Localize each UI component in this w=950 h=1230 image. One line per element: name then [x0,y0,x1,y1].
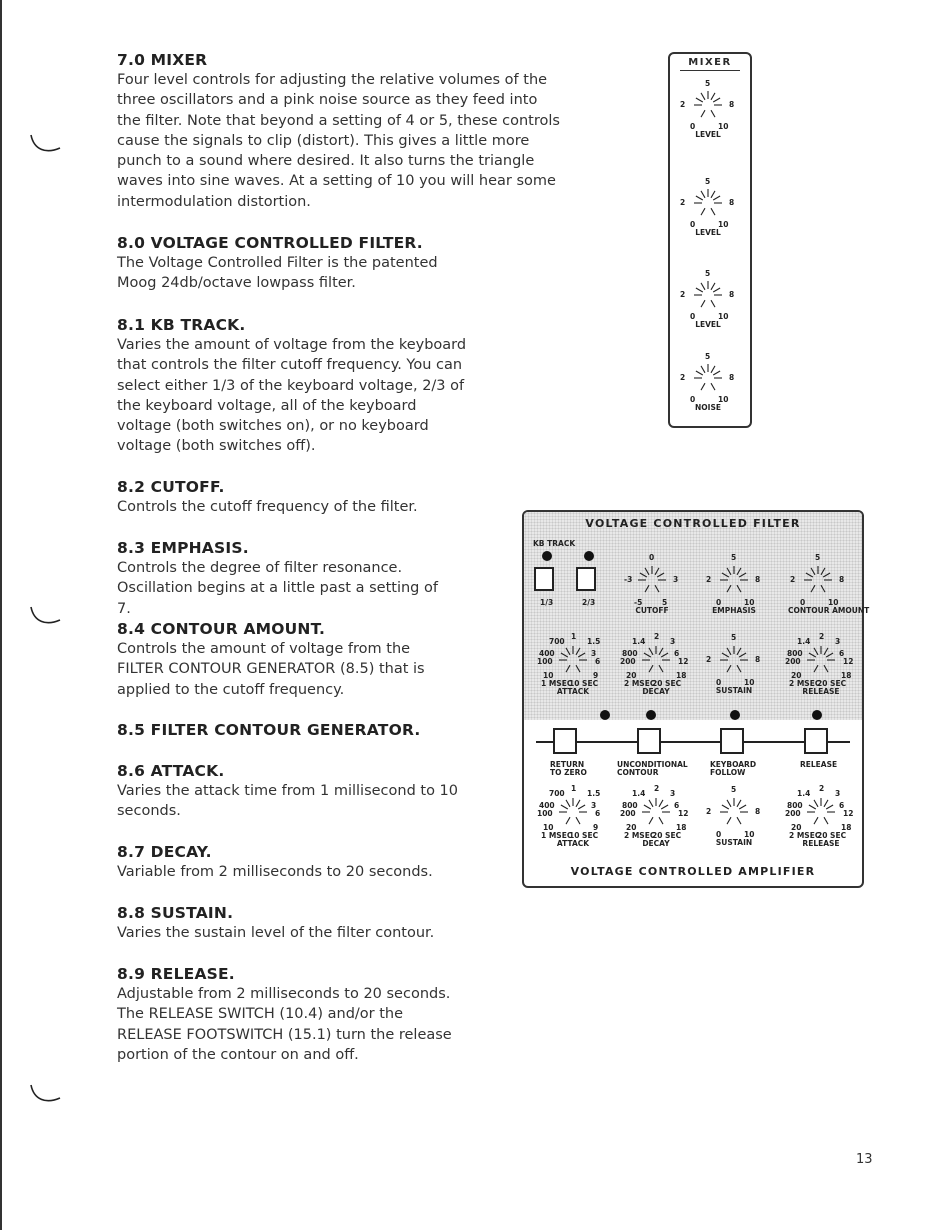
scale-label: 20 [626,823,637,832]
knob-label: ATTACK [556,687,590,696]
scale-label: 100 [537,809,553,818]
toggle-switch[interactable] [637,728,661,754]
section-heading: 8.0 VOLTAGE CONTROLLED FILTER. [117,234,423,252]
scale-label: 100 [537,657,553,666]
scale-label: 3 [673,575,679,584]
section-attack [117,761,567,822]
scale-label: 0 [800,598,806,607]
knob-label: CUTOFF [635,606,669,615]
scale-label: 0 [716,830,722,839]
knob-dial[interactable] [688,186,728,220]
knob-dial[interactable] [714,562,754,598]
knob-dial[interactable] [553,642,593,678]
scale-label: 20 SEC [817,679,847,688]
scale-label: 5 [705,352,711,361]
scale-label: 20 [791,671,802,680]
scale-label: 2 [819,632,825,641]
knob-label: NOISE [695,403,721,412]
switches-1-label1: UNCONDITIONAL [617,760,688,769]
scale-label: 800 [622,801,638,810]
scale-label: 200 [785,809,801,818]
scale-label: 10 [828,598,839,607]
toggle-switch[interactable] [553,728,577,754]
section-cutoff [117,477,567,517]
scale-label: 0 [690,122,696,131]
scale-label: 8 [755,655,761,664]
section-body: Controls the amount of voltage from the FILTER CONTOUR GENERATOR (8.5) that is applied to the cutoff frequency. [117,641,425,698]
scale-label: 12 [678,809,689,818]
scale-label: 10 [543,823,554,832]
switches-1-label2: CONTOUR [617,768,659,777]
scale-label: 1.4 [632,637,646,646]
scale-label: 8 [755,807,761,816]
scale-label: 20 SEC [652,831,682,840]
section-filter-contour [117,720,567,740]
scale-label: 6 [674,649,680,658]
section-release [117,964,567,1065]
kb-switch-label: 2/3 [582,598,596,607]
divider [680,70,740,71]
section-heading: 8.5 FILTER CONTOUR GENERATOR. [117,721,421,739]
scale-label: 10 [718,220,729,229]
scale-label: 5 [705,269,711,278]
scale-label: -5 [634,598,643,607]
knob-dial[interactable] [553,794,593,830]
scale-label: 5 [731,633,737,642]
knob-label: SUSTAIN [715,838,753,847]
vcf-title: VOLTAGE CONTROLLED FILTER [585,517,801,530]
section-body: Varies the sustain level of the filter contour. [117,925,435,941]
scale-label: 5 [731,785,737,794]
scale-label: 8 [755,575,761,584]
scale-label: 8 [729,198,735,207]
kb-track-led [542,551,552,561]
scale-label: 3 [670,637,676,646]
scale-label: 1.5 [587,789,601,798]
scale-label: 2 MSEC [624,679,656,688]
scale-label: 5 [662,598,668,607]
scale-label: 200 [785,657,801,666]
knob-label: RELEASE [802,687,840,696]
scale-label: 800 [622,649,638,658]
scale-label: 18 [676,671,687,680]
binder-hole-mark [28,132,62,156]
scale-label: 10 [744,830,755,839]
knob-dial[interactable] [636,794,676,830]
scale-label: 20 SEC [652,679,682,688]
scale-label: 2 MSEC [789,679,821,688]
scale-label: 10 SEC [569,831,599,840]
scale-label: 0 [716,598,722,607]
kb-switch-two-thirds[interactable] [576,567,596,591]
scale-label: 12 [678,657,689,666]
scale-label: 1 MSEC [541,679,573,688]
section-heading: 8.4 CONTOUR AMOUNT. [117,620,326,638]
binder-hole-mark [28,604,62,628]
scale-label: 2 [706,575,712,584]
scale-label: 6 [595,657,601,666]
scale-label: 10 [744,598,755,607]
scale-label: 6 [839,649,845,658]
knob-label: LEVEL [695,130,721,139]
knob-label: LEVEL [695,320,721,329]
page-left-edge [0,0,2,1230]
contour-led [812,710,822,720]
page-number: 13 [856,1152,873,1167]
scale-label: 2 [680,373,686,382]
toggle-switch[interactable] [720,728,744,754]
binder-hole-mark [28,1082,62,1106]
section-heading: 8.8 SUSTAIN. [117,904,234,922]
scale-label: 700 [549,789,565,798]
scale-label: 400 [539,649,555,658]
knob-dial[interactable] [801,794,841,830]
scale-label: 9 [593,671,599,680]
knob-dial[interactable] [714,794,754,830]
switches-2-label2: FOLLOW [710,768,746,777]
knob-dial[interactable] [688,88,728,122]
scale-label: 0 [649,553,655,562]
scale-label: 2 [654,632,660,641]
scale-label: 20 SEC [817,831,847,840]
kb-switch-label: 1/3 [540,598,554,607]
kb-track-led [584,551,594,561]
scale-label: 6 [839,801,845,810]
section-contour-amount [117,619,567,700]
scale-label: 0 [716,678,722,687]
scale-label: 18 [676,823,687,832]
scale-label: 10 [543,671,554,680]
knob-label: DECAY [642,687,670,696]
scale-label: -3 [624,575,633,584]
scale-label: 700 [549,637,565,646]
knob-dial[interactable] [714,642,754,678]
scale-label: 800 [787,649,803,658]
switches-2-label1: KEYBOARD [710,760,757,769]
section-body: Variable from 2 milliseconds to 20 seconds. [117,864,433,880]
scale-label: 6 [674,801,680,810]
section-heading: 8.2 CUTOFF. [117,478,225,496]
section-heading: 8.7 DECAY. [117,843,212,861]
scale-label: 2 [706,655,712,664]
scale-label: 5 [705,79,711,88]
knob-dial[interactable] [688,278,728,312]
section-heading: 8.9 RELEASE. [117,965,235,983]
scale-label: 2 [790,575,796,584]
section-body: The Voltage Controlled Filter is the patented Moog 24db/octave lowpass filter. [117,255,438,292]
knob-label: RELEASE [802,839,840,848]
knob-dial[interactable] [798,562,838,598]
section-body: Four level controls for adjusting the relative volumes of the three oscillators and a pink noise source as they feed into the filter. Note that beyond a setting of 4 or 5, these controls cause the signals to clip (distort). This gives a little more punch to a sound where desired. It also turns the triangle waves into sine waves. At a setting of 10 you will hear some intermodulation distortion. [117,72,560,210]
section-emphasis [117,538,567,619]
knob-label: CONTOUR AMOUNT [788,606,870,615]
scale-label: 2 [706,807,712,816]
section-heading: 7.0 MIXER [117,51,208,69]
scale-label: 10 [718,312,729,321]
scale-label: 2 [680,290,686,299]
scale-label: 2 MSEC [624,831,656,840]
scale-label: 1 MSEC [541,831,573,840]
scale-label: 1 [571,784,577,793]
scale-label: 1.4 [632,789,646,798]
knob-label: DECAY [642,839,670,848]
scale-label: 1 [571,632,577,641]
switch-bus-line [536,741,850,743]
scale-label: 1.4 [797,637,811,646]
knob-label: SUSTAIN [715,686,753,695]
switches-3-label1: RELEASE [800,760,838,769]
section-body: Varies the amount of voltage from the keyboard that controls the filter cutoff frequency. You can select either 1/3 of the keyboard voltage, 2/3 of the keyboard voltage, all of the keyboard voltage (both switches on), or no keyboard voltage (both switches off). [117,337,467,455]
scale-label: 8 [729,373,735,382]
knob-dial[interactable] [801,642,841,678]
knob-label: EMPHASIS [712,606,756,615]
scale-label: 0 [690,220,696,229]
scale-label: 3 [835,637,841,646]
scale-label: 1.4 [797,789,811,798]
scale-label: 18 [841,671,852,680]
scale-label: 6 [595,809,601,818]
scale-label: 8 [729,100,735,109]
scale-label: 200 [620,809,636,818]
scale-label: 20 [791,823,802,832]
section-heading: 8.6 ATTACK. [117,762,225,780]
section-heading: 8.1 KB TRACK. [117,316,246,334]
scale-label: 8 [729,290,735,299]
scale-label: 2 [654,784,660,793]
contour-led [600,710,610,720]
scale-label: 10 SEC [569,679,599,688]
scale-label: 400 [539,801,555,810]
knob-dial[interactable] [688,361,728,395]
section-decay [117,842,567,882]
scale-label: 3 [835,789,841,798]
section-body: Controls the cutoff frequency of the filter. [117,499,418,515]
scale-label: 0 [690,395,696,404]
scale-label: 12 [843,657,854,666]
scale-label: 200 [620,657,636,666]
knob-label: ATTACK [556,839,590,848]
scale-label: 5 [731,553,737,562]
scale-label: 12 [843,809,854,818]
mixer-title: MIXER [688,57,732,68]
contour-led [730,710,740,720]
section-sustain [117,903,567,943]
toggle-switch[interactable] [804,728,828,754]
section-vcf [117,233,567,294]
scale-label: 2 [819,784,825,793]
scale-label: 3 [591,649,597,658]
scale-label: 800 [787,801,803,810]
scale-label: 0 [690,312,696,321]
scale-label: 10 [718,395,729,404]
switches-0-label2: TO ZERO [550,768,587,777]
scale-label: 3 [591,801,597,810]
section-body: Varies the attack time from 1 millisecond to 10 seconds. [117,783,459,820]
kb-switch-third[interactable] [534,567,554,591]
knob-label: LEVEL [695,228,721,237]
section-mixer [117,50,567,212]
scale-label: 8 [839,575,845,584]
section-kb-track [117,315,567,457]
scale-label: 5 [705,177,711,186]
knob-dial[interactable] [632,562,672,598]
scale-label: 10 [744,678,755,687]
scale-label: 18 [841,823,852,832]
kb-track-label: KB TRACK [533,539,576,548]
vca-title: VOLTAGE CONTROLLED AMPLIFIER [524,865,862,878]
section-body: Adjustable from 2 milliseconds to 20 seconds. The RELEASE SWITCH (10.4) and/or the RELEASE FOOTSWITCH (15.1) turn the release portion of the contour on and off. [117,986,452,1063]
section-heading: 8.3 EMPHASIS. [117,539,249,557]
scale-label: 9 [593,823,599,832]
contour-led [646,710,656,720]
scale-label: 1.5 [587,637,601,646]
scale-label: 2 MSEC [789,831,821,840]
scale-label: 2 [680,100,686,109]
scale-label: 3 [670,789,676,798]
scale-label: 5 [815,553,821,562]
scale-label: 10 [718,122,729,131]
scale-label: 20 [626,671,637,680]
section-body: Controls the degree of filter resonance. Oscillation begins at a little past a setting of 7. [117,560,438,617]
scale-label: 2 [680,198,686,207]
switches-0-label1: RETURN [550,760,585,769]
knob-dial[interactable] [636,642,676,678]
